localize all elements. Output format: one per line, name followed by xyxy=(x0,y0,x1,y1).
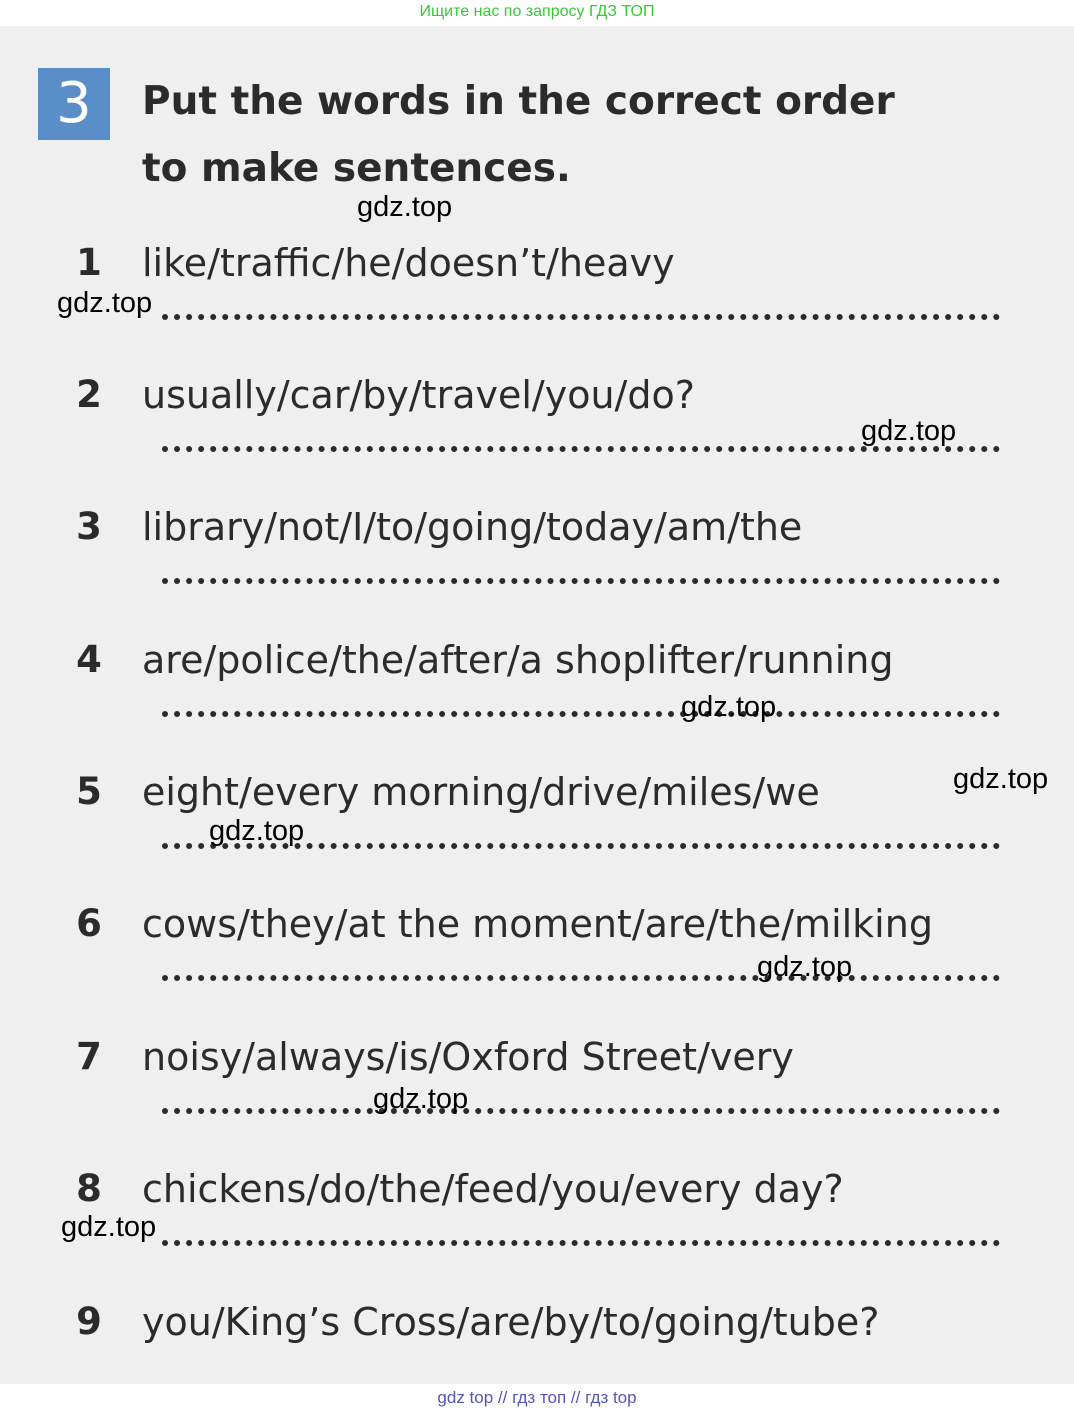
bottom-banner: gdz top // гдз топ // гдз top xyxy=(437,1388,637,1407)
answer-line[interactable] xyxy=(162,578,1000,584)
answer-line[interactable] xyxy=(162,711,1000,717)
exercise-item xyxy=(0,236,1074,368)
item-number: 5 xyxy=(76,770,102,813)
item-number: 7 xyxy=(76,1035,102,1078)
answer-line[interactable] xyxy=(162,1108,1000,1114)
exercise-item xyxy=(0,1162,1074,1294)
item-prompt: noisy/always/is/Oxford Street/very xyxy=(142,1035,794,1079)
item-number: 2 xyxy=(76,373,102,416)
answer-line[interactable] xyxy=(162,1240,1000,1246)
watermark: gdz.top xyxy=(861,415,957,447)
item-prompt: library/not/I/to/going/today/am/the xyxy=(142,505,803,549)
exercise-item xyxy=(0,500,1074,632)
item-number: 9 xyxy=(76,1300,102,1343)
exercise-item xyxy=(0,1295,1074,1375)
item-prompt: like/traffic/he/doesn’t/heavy xyxy=(142,241,675,285)
item-number: 3 xyxy=(76,505,102,548)
watermark: gdz.top xyxy=(373,1083,469,1115)
exercise-item xyxy=(0,1030,1074,1162)
item-prompt: chickens/do/the/feed/you/every day? xyxy=(142,1167,844,1211)
answer-line[interactable] xyxy=(162,314,1000,320)
item-number: 4 xyxy=(76,638,102,681)
item-prompt: usually/car/by/travel/you/do? xyxy=(142,373,695,417)
item-number: 1 xyxy=(76,241,102,284)
watermark: gdz.top xyxy=(757,951,853,983)
exercise-item xyxy=(0,765,1074,897)
exercise-item xyxy=(0,633,1074,765)
watermark: gdz.top xyxy=(61,1211,157,1243)
answer-line[interactable] xyxy=(162,975,1000,981)
item-prompt: you/King’s Cross/are/by/to/going/tube? xyxy=(142,1300,880,1344)
item-prompt: are/police/the/after/a shoplifter/running xyxy=(142,638,894,682)
item-number: 8 xyxy=(76,1167,102,1210)
watermark: gdz.top xyxy=(357,191,453,223)
top-banner: Ищите нас по запросу ГДЗ ТОП xyxy=(419,3,655,20)
item-number: 6 xyxy=(76,902,102,945)
watermark: gdz.top xyxy=(953,763,1049,795)
watermark: gdz.top xyxy=(209,815,305,847)
task-instruction: Put the words in the correct order to make sentences. xyxy=(142,79,895,191)
exercise-item xyxy=(0,897,1074,1029)
watermark: gdz.top xyxy=(681,691,777,723)
watermark: gdz.top xyxy=(57,287,153,319)
item-prompt: eight/every morning/drive/miles/we xyxy=(142,770,820,814)
task-number-badge: 3 xyxy=(38,68,110,140)
item-prompt: cows/they/at the moment/are/the/milking xyxy=(142,902,933,946)
